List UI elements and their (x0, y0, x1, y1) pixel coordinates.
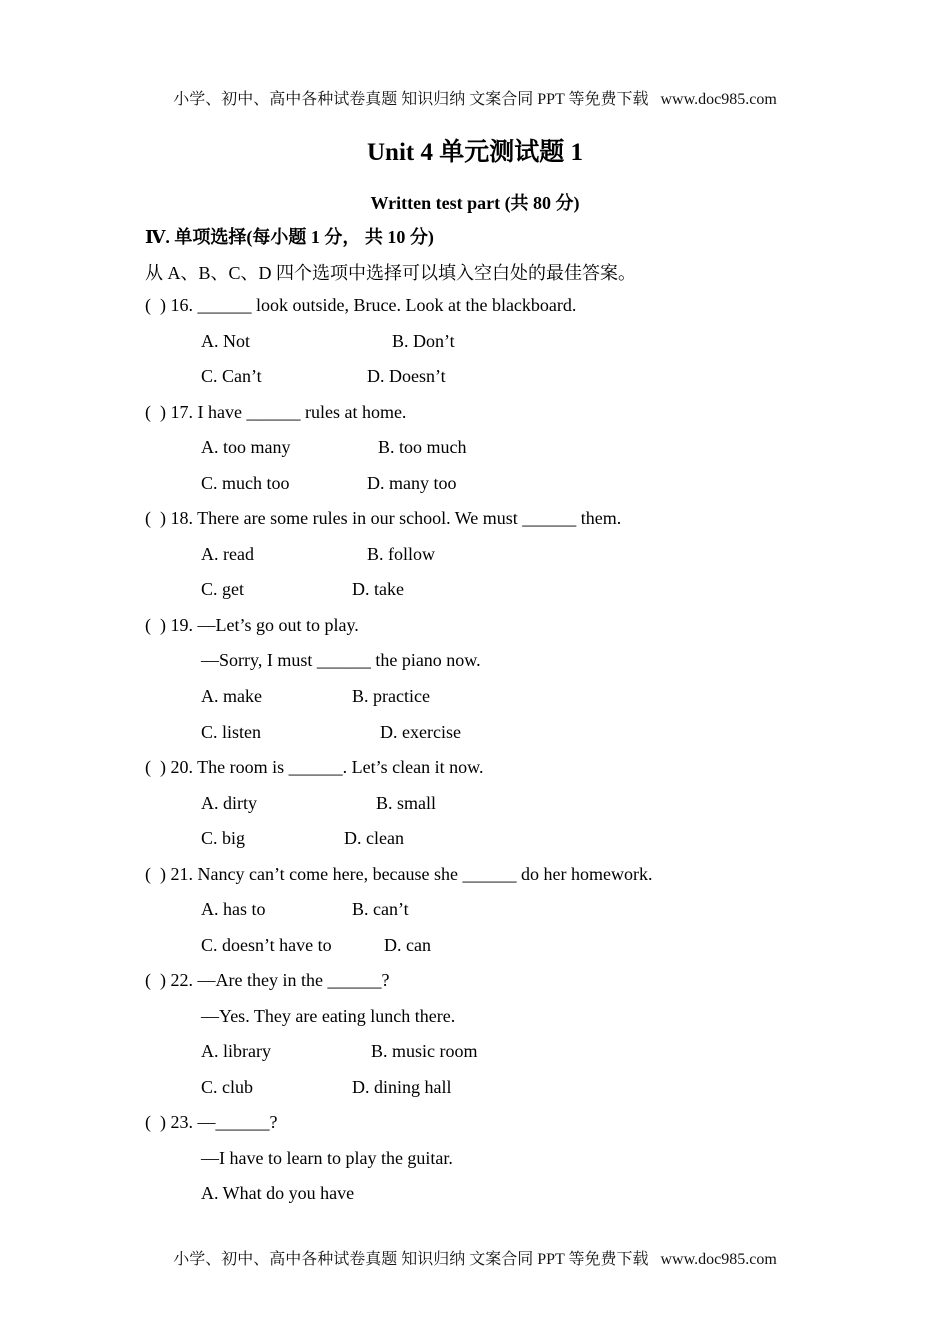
option-d: D. can (384, 935, 431, 955)
option-a: A. too many (201, 437, 291, 457)
option-b: B. follow (367, 544, 436, 564)
option-c: C. big (201, 828, 246, 848)
page-title: Unit 4 单元测试题 1 (367, 139, 583, 166)
question-stem: ( ) 19. —Let’s go out to play. (145, 615, 359, 635)
option-a: A. dirty (201, 793, 257, 813)
question-stem: ( ) 20. The room is ______. Let’s clean it now. (145, 757, 484, 777)
section-heading: Ⅳ. 单项选择(每小题 1 分， 共 10 分) (145, 227, 434, 247)
option-d: D. clean (344, 828, 404, 848)
option-d: D. dining hall (352, 1077, 452, 1097)
question-stem: ( ) 16. ______ look outside, Bruce. Look at the blackboard. (145, 295, 577, 315)
option-b: B. music room (371, 1041, 478, 1061)
option-c: C. much too (201, 473, 290, 493)
option-c: C. doesn’t have to (201, 935, 332, 955)
page-footer: 小学、初中、高中各种试卷真题 知识归纳 文案合同 PPT 等免费下载 www.doc985.com (173, 1251, 777, 1268)
question-reply: —I have to learn to play the guitar. (201, 1148, 453, 1168)
instruction-text: 从 A、B、C、D 四个选项中选择可以填入空白处的最佳答案。 (145, 263, 637, 283)
option-a: A. Not (201, 331, 250, 351)
option-d: D. take (352, 579, 404, 599)
option-c: C. Can’t (201, 366, 262, 386)
question-reply: —Yes. They are eating lunch there. (201, 1006, 456, 1026)
option-a: A. read (201, 544, 254, 564)
option-c: C. club (201, 1077, 253, 1097)
option-d: D. exercise (380, 722, 461, 742)
question-stem: ( ) 17. I have ______ rules at home. (145, 402, 407, 422)
question-stem: ( ) 18. There are some rules in our school. We must ______ them. (145, 508, 622, 528)
option-a: A. make (201, 686, 262, 706)
question-reply: —Sorry, I must ______ the piano now. (201, 650, 481, 670)
option-d: D. many too (367, 473, 457, 493)
question-stem: ( ) 23. —______? (145, 1112, 278, 1132)
option-d: D. Doesn’t (367, 366, 446, 386)
option-b: B. practice (352, 686, 430, 706)
option-a: A. has to (201, 899, 266, 919)
option-b: B. small (376, 793, 437, 813)
option-c: C. get (201, 579, 244, 599)
question-stem: ( ) 22. —Are they in the ______? (145, 970, 390, 990)
option-c: C. listen (201, 722, 262, 742)
option-a: A. library (201, 1041, 271, 1061)
page-header: 小学、初中、高中各种试卷真题 知识归纳 文案合同 PPT 等免费下载 www.doc985.com (173, 91, 777, 108)
option-b: B. can’t (352, 899, 409, 919)
option-b: B. Don’t (392, 331, 455, 351)
page-subtitle: Written test part (共 80 分) (370, 193, 580, 213)
question-stem: ( ) 21. Nancy can’t come here, because she ______ do her homework. (145, 864, 653, 884)
option-a: A. What do you have (201, 1183, 355, 1203)
option-b: B. too much (378, 437, 467, 457)
